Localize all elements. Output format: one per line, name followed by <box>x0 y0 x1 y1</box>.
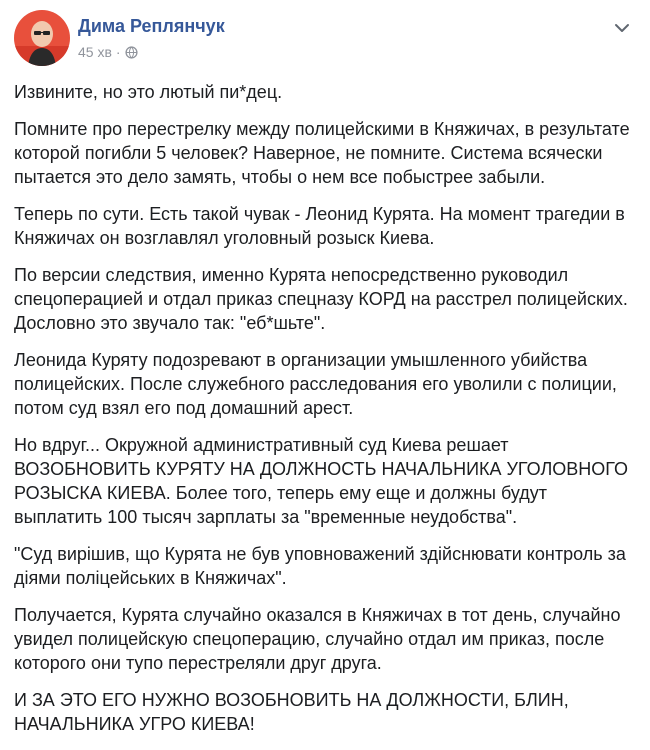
post-paragraph: Извините, но это лютый пи*дец. <box>14 82 283 102</box>
globe-icon[interactable] <box>125 46 138 59</box>
post-paragraph: "Суд вирішив, що Курята не був уповноважений здійснювати контроль за діями поліцейських в Княжичах". <box>14 544 626 588</box>
post-paragraph: Но вдруг... Окружной административный суд Киева решает ВОЗОБНОВИТЬ КУРЯТУ НА ДОЛЖНОСТЬ НАЧАЛЬНИКА УГОЛОВНОГО РОЗЫСКА КИЕВА. Более того, теперь ему еще и должны будут выплатить 100 тысяч зарплаты за "временные неудобства". <box>14 435 629 527</box>
post-body <box>14 80 636 749</box>
post-paragraph: По версии следствия, именно Курята непосредственно руководил спецоперацией и отдал приказ спецназу КОРД на расстрел полицейских. Дословно это звучало так: "еб*шьте". <box>14 265 628 333</box>
avatar[interactable] <box>14 10 70 66</box>
post-paragraph: Помните про перестрелку между полицейскими в Княжичах, в результате которой погибли 5 человек? Наверное, не помните. Система всячески пытается это дело замять, чтобы о нем все побыстрее забыли. <box>14 119 630 187</box>
avatar-image <box>14 10 70 66</box>
post-paragraph: Леонида Куряту подозревают в организации умышленного убийства полицейских. После служебного расследования его уволили с полиции, потом суд взял его под домашний арест. <box>14 350 617 418</box>
post-paragraph: И ЗА ЭТО ЕГО НУЖНО ВОЗОБНОВИТЬ НА ДОЛЖНОСТИ, БЛИН, НАЧАЛЬНИКА УГРО КИЕВА! <box>14 690 569 734</box>
post-paragraph: Теперь по сути. Есть такой чувак - Леонид Курята. На момент трагедии в Княжичах он возглавлял уголовный розыск Киева. <box>14 204 625 248</box>
post-timestamp[interactable]: 45 хв <box>78 44 112 60</box>
post-meta <box>78 44 138 60</box>
chevron-down-icon[interactable] <box>608 18 636 38</box>
author-name-link[interactable]: Дима Реплянчук <box>78 16 225 36</box>
post-header <box>14 10 636 66</box>
meta-separator: · <box>115 44 121 60</box>
post-paragraph: Получается, Курята случайно оказался в Княжичах в тот день, случайно увидел полицейскую спецоперацию, случайно отдал им приказ, после которого они тупо перестреляли друг друга. <box>14 605 621 673</box>
